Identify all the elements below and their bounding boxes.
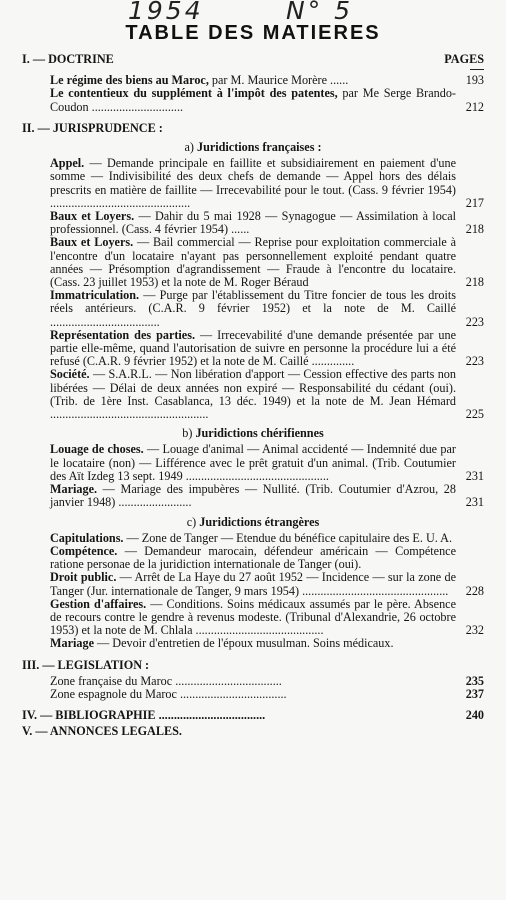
subsection-prefix: b) <box>182 426 193 441</box>
entry-page: 223 <box>465 354 484 369</box>
toc-entry <box>50 236 484 289</box>
entry-text: — Bail commercial — Reprise pour exploitation commerciale à l'encontre d'un locataire n'ayant pas personnellement exploité pendant quatre années — Présomption d'agrandissement — Fraude à l'encontre du locataire. (Cass. 23 juillet 1953) et la note de M. Roger Béraud <box>50 235 456 290</box>
entry-page: 217 <box>465 195 484 210</box>
entry-text: par M. Maurice Morère ...... <box>208 73 349 88</box>
entry-title: Gestion d'affaires. <box>50 596 147 611</box>
subsection-prefix: c) <box>186 514 197 529</box>
toc-entry <box>50 210 484 236</box>
section-jurisprudence-heading <box>22 122 484 135</box>
entry-page: 223 <box>465 314 484 329</box>
toc-entry <box>50 443 484 483</box>
entry-page: 237 <box>465 686 484 701</box>
section-heading-text: IV. — BIBLIOGRAPHIE ................................... <box>22 708 266 723</box>
section-annonces-heading <box>22 725 484 738</box>
entry-page: 231 <box>465 495 484 510</box>
entry-text: — Louage d'animal — Animal accidenté — Indemnité due par le locataire (non) — Lifférence avec le prêt gratuit d'un animal. (Trib. Coutumier des Aït Izdeg 13 sept. 1949 ............................................... <box>50 442 456 483</box>
entry-text: — Arrêt de La Haye du 27 août 1952 — Incidence — sur la zone de Tanger (Jur. internationale de Tanger, 9 mars 1954) ................................................ <box>50 570 456 598</box>
toc-entry <box>50 368 484 421</box>
entry-page: 231 <box>465 468 484 483</box>
toc-entry <box>50 637 484 650</box>
toc-entry <box>50 289 484 329</box>
entry-page: 225 <box>465 407 484 422</box>
subsection-heading <box>22 141 484 154</box>
toc-entry <box>50 571 484 597</box>
entry-title: Capitulations. <box>50 530 124 545</box>
entry-title: Baux et Loyers. <box>50 209 135 224</box>
entry-text: — Mariage des impubères — Nullité. (Trib. Coutumier d'Azrou, 28 janvier 1948) ........................ <box>50 482 456 510</box>
entry-page: 218 <box>465 222 484 237</box>
subsection-heading <box>22 427 484 440</box>
entry-text: — Demandeur marocain, défendeur américain — Compétence ratione personae de la juridiction internationale de Tanger (oui). <box>50 543 456 572</box>
entry-title: Appel. <box>50 156 85 171</box>
entry-title: Compétence. <box>50 543 118 558</box>
section-heading-text: V. — ANNONCES LEGALES. <box>22 724 182 739</box>
entry-page: 240 <box>465 708 484 723</box>
entry-title: Société. <box>50 367 90 382</box>
entry-text: — Zone de Tanger — Etendue du bénéfice capitulaire des E. U. A. <box>123 530 453 545</box>
entry-title: Mariage <box>50 636 94 651</box>
entry-page: 193 <box>465 73 484 88</box>
page-title: TABLE DES MATIERES <box>125 22 381 44</box>
pages-column-label: PAGES <box>444 52 484 66</box>
toc-entry <box>50 87 484 113</box>
entry-text: Zone française du Maroc ................................... <box>50 673 282 688</box>
entry-text: — Dahir du 5 mai 1928 — Synagogue — Assimilation à local professionnel. (Cass. 4 février 1954) ...... <box>50 209 456 237</box>
entry-title: Droit public. <box>50 570 117 585</box>
handwritten-number: N° 5 <box>286 0 354 25</box>
subsection-heading <box>22 516 484 529</box>
subsection-label: Juridictions chérifiennes <box>195 426 324 441</box>
entry-text: Zone espagnole du Maroc ................................... <box>50 686 287 701</box>
entry-text: — Devoir d'entretien de l'époux musulman. Soins médicaux. <box>94 636 394 651</box>
entry-title: Le régime des biens au Maroc, <box>50 73 209 88</box>
toc-entry <box>50 157 484 210</box>
entry-title: Mariage. <box>50 482 98 497</box>
entry-title: Le contentieux du supplément à l'impôt des patentes, <box>50 86 338 101</box>
pages-rule <box>470 69 484 70</box>
subsection-prefix: a) <box>184 140 194 155</box>
entry-text: — Purge par l'établissement du Titre foncier de tous les droits réels antérieurs. (C.A.R. 9 février 1952) et la note de M. Caillé .................................... <box>50 288 456 329</box>
entry-title: Baux et Loyers. <box>50 235 134 250</box>
entry-page: 218 <box>465 275 484 290</box>
section-bibliographie-heading <box>22 709 484 722</box>
section-doctrine-heading <box>22 53 484 66</box>
section-heading-text: II. — JURISPRUDENCE : <box>22 120 163 135</box>
table-of-contents <box>22 53 484 742</box>
handwritten-year: 1954 <box>128 0 204 25</box>
section-legislation-heading <box>22 659 484 672</box>
entry-text: — Irrecevabilité d'une demande présentée par une partie elle-même, quand l'autorisation de suivre en personne la procédure lui a été refusé (C.A.R. 9 février 1952) et la note de M. Caillé .............. <box>50 327 456 369</box>
entry-page: 235 <box>465 673 484 688</box>
entry-page: 228 <box>465 583 484 598</box>
entry-title: Immatriculation. <box>50 288 140 303</box>
subsection-label: Juridictions étrangères <box>199 514 320 529</box>
toc-entry <box>50 688 484 701</box>
entry-title: Louage de choses. <box>50 442 144 457</box>
toc-entry <box>50 329 484 369</box>
entry-text: — Conditions. Soins médicaux assumés par le père. Absence de recours contre le gendre à revenus modeste. (Tribunal d'Alexandrie, 26 octobre 1953) et la note de M. Chlala .......................................... <box>50 596 456 638</box>
entry-page: 212 <box>465 99 484 114</box>
entry-title: Représentation des parties. <box>50 327 196 342</box>
section-heading-text: I. — DOCTRINE <box>22 52 114 66</box>
entry-page: 232 <box>465 623 484 638</box>
subsection-label: Juridictions françaises : <box>196 140 322 155</box>
section-heading-text: III. — LEGISLATION : <box>22 657 150 672</box>
toc-entry <box>50 675 484 688</box>
toc-entry <box>50 483 484 509</box>
entry-text: par Me Serge Brando-Coudon .............................. <box>50 86 456 114</box>
toc-entry <box>50 545 484 571</box>
entry-text: — S.A.R.L. — Non libération d'apport — Cession effective des parts non libérées — Délai de deux années non expiré — Responsabilité du cédant (oui). (Trib. de 1ère Inst. Casablanca, 13 déc. 1949) et la note de M. Jean Hémard .................................................... <box>50 367 456 422</box>
toc-entry <box>50 598 484 638</box>
entry-text: — Demande principale en faillite et subsidiairement en paiement d'une somme — Indivisibilité des deux chefs de demande — Appel hors des délais prescrits en matière de faillite — Irrecevabilité pour le tout. (Cass. 9 février 1954) .............................................. <box>50 156 456 210</box>
